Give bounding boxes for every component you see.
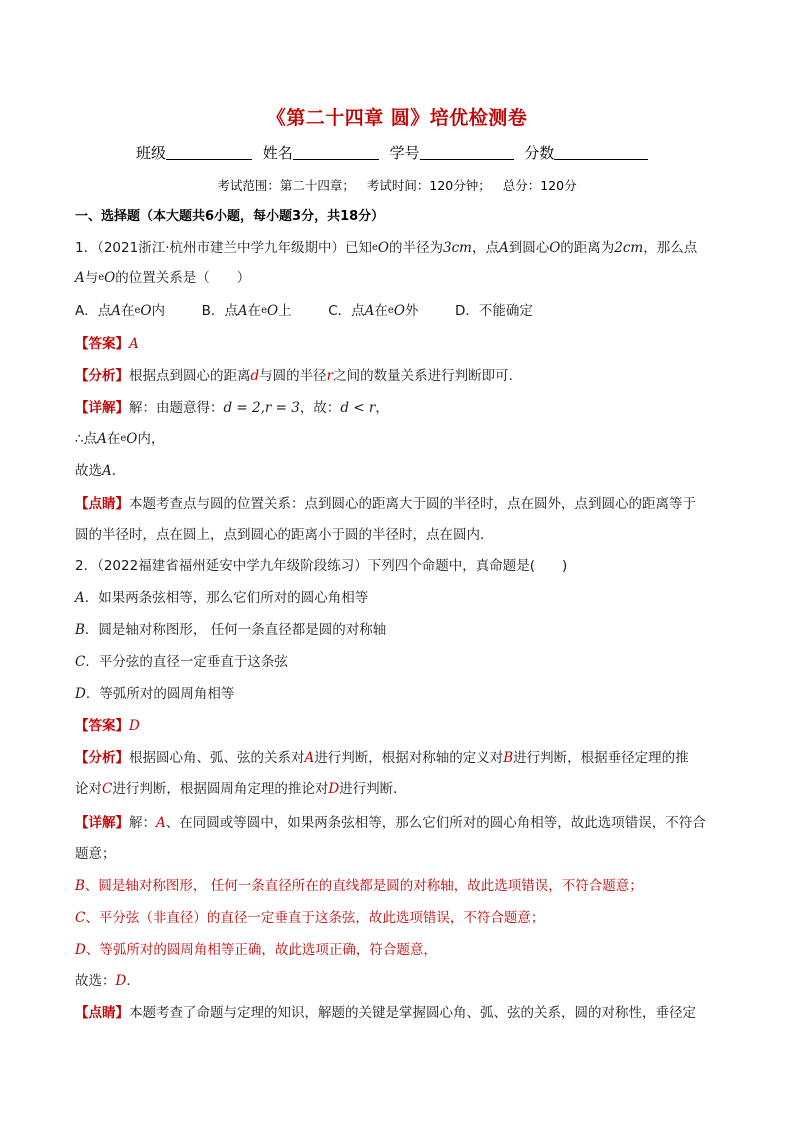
id-blank[interactable] <box>420 143 514 160</box>
score-blank[interactable] <box>554 143 648 160</box>
name-blank[interactable] <box>293 143 379 160</box>
id-label: 学号 <box>389 144 420 162</box>
q2-detail-line4: C、平分弦（非直径）的直径一定垂直于这条弦，故此选项错误，不符合题意； <box>75 910 545 926</box>
exam-meta <box>0 176 794 194</box>
class-blank[interactable] <box>166 143 252 160</box>
exam-time: 考试时间：120分钟； <box>366 178 491 193</box>
q1-options <box>75 301 726 321</box>
q2-comment-line1: 【点睛】本题考查了命题与定理的知识，解题的关键是掌握圆心角、弧、弦的关系，圆的对称性，垂径定 <box>75 1005 696 1021</box>
q2-option-c[interactable]: C．平分弦的直径一定垂直于这条弦 <box>75 654 288 670</box>
name-label: 姓名 <box>262 144 293 162</box>
exam-total-score: 总分：120分 <box>502 178 577 193</box>
q1-detail-line1: 【详解】解：由题意得：d = 2,r = 3，故：d < r， <box>75 400 389 416</box>
q2-detail-line3: B、圆是轴对称图形， 任何一条直径所在的直线都是圆的对称轴，故此选项错误，不符合题意； <box>75 878 643 894</box>
q2-detail-line6: 故选：D． <box>75 973 140 989</box>
q1-detail-line3: 故选A． <box>75 463 126 479</box>
student-info-line <box>136 142 676 166</box>
section-heading: 一、选择题（本大题共6小题，每小题3分，共18分） <box>75 209 385 224</box>
q1-analysis: 【分析】根据点到圆心的距离d与圆的半径r之间的数量关系进行判断即可． <box>75 368 523 384</box>
q2-answer: 【答案】D <box>75 718 140 734</box>
q2-stem: 2．（2022福建省福州延安中学九年级阶段练习）下列四个命题中，真命题是( ) <box>75 558 568 574</box>
q1-option-b[interactable]: B．点A在eO上 <box>201 303 292 319</box>
q1-comment-line1: 【点睛】本题考查点与圆的位置关系：点到圆心的距离大于圆的半径时，点在圆外，点到圆心的距离等于 <box>75 496 696 512</box>
q2-analysis-line1: 【分析】根据圆心角、弧、弦的关系对A进行判断，根据对称轴的定义对B进行判断，根据垂径定理的推 <box>75 750 689 766</box>
q1-detail-line2: ∴点A在eO内， <box>75 431 165 447</box>
class-label: 班级 <box>136 144 167 162</box>
q1-option-d[interactable]: D．不能确定 <box>454 303 533 319</box>
q1-comment-line2: 圆的半径时，点在圆上，点到圆心的距离小于圆的半径时，点在圆内． <box>75 527 494 543</box>
q2-option-a[interactable]: A．如果两条弦相等，那么它们所对的圆心角相等 <box>75 590 369 606</box>
q1-stem-line2: A与eO的位置关系是（ ） <box>75 270 251 286</box>
score-label: 分数 <box>524 144 555 162</box>
q2-option-b[interactable]: B．圆是轴对称图形， 任何一条直径都是圆的对称轴 <box>75 622 387 638</box>
page-title: 《第二十四章 圆》培优检测卷 <box>266 107 528 129</box>
q2-detail-line5: D、等弧所对的圆周角相等正确，故此选项正确，符合题意， <box>75 942 437 958</box>
q1-option-c[interactable]: C．点A在eO外 <box>328 303 419 319</box>
q2-detail-line1: 【详解】解：A、在同圆或等圆中，如果两条弦相等，那么它们所对的圆心角相等，故此选项错误，不符合 <box>75 815 706 831</box>
q2-detail-line2: 题意； <box>75 846 116 862</box>
q2-option-d[interactable]: D．等弧所对的圆周角相等 <box>75 686 235 702</box>
q2-analysis-line2: 论对C进行判断，根据圆周角定理的推论对D进行判断． <box>75 781 407 797</box>
circle-symbol: e <box>372 242 378 253</box>
q1-stem-line1: 1．（2021浙江·杭州市建兰中学九年级期中）已知eO的半径为3cm，点A到圆心O的距离为2cm，那么点 <box>75 240 698 256</box>
q1-answer: 【答案】A <box>75 336 139 352</box>
exam-scope: 考试范围：第二十四章； <box>217 178 355 193</box>
q1-option-a[interactable]: A．点A在eO内 <box>75 303 165 319</box>
